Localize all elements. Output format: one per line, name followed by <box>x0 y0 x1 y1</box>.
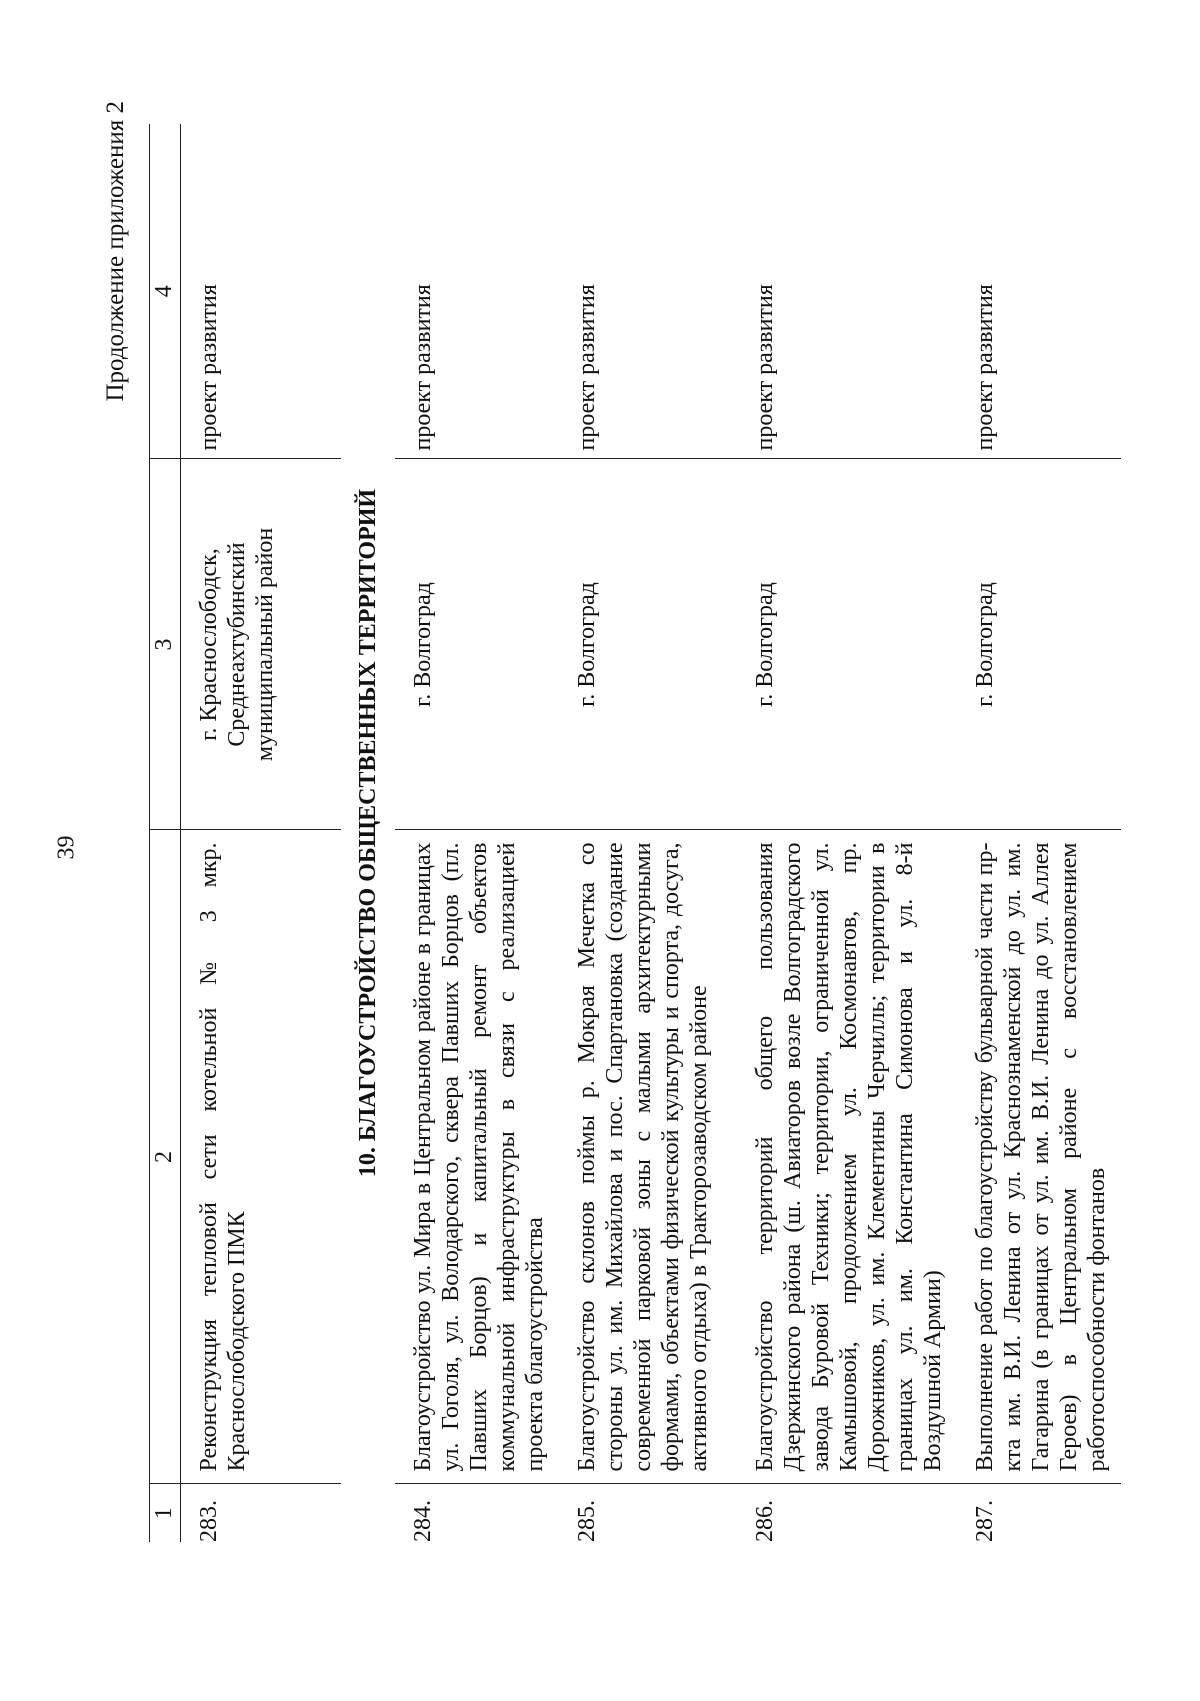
row-number: 287. <box>957 1484 1121 1542</box>
table-row <box>395 124 559 1542</box>
section-row <box>341 124 395 1542</box>
row-status: проект развития <box>559 124 737 459</box>
continuation-heading: Продолжение приложения 2 <box>102 101 129 402</box>
row-number: 286. <box>737 1484 957 1542</box>
section-title: 10. БЛАГОУСТРОЙСТВО ОБЩЕСТВЕННЫХ ТЕРРИТОРИЙ <box>354 488 381 1178</box>
row-place: г. Краснослободск, Среднеахтубинский муниципальный район <box>181 459 341 830</box>
row-place: г. Волгоград <box>957 459 1121 830</box>
column-header: 2 <box>150 830 181 1484</box>
row-number: 283. <box>181 1484 341 1542</box>
table-row <box>957 124 1121 1542</box>
header-row <box>150 124 181 1542</box>
page-number: 39 <box>53 835 80 860</box>
row-description: Благоустройство ул. Мира в Центральном районе в границах ул. Гоголя, ул. Володарского, сквера Павших Борцов (пл. Павших Борцов) и капитальный ремонт объектов коммунальной инфраструктуры в связи с реализацией проекта благоустройства <box>395 830 559 1484</box>
row-status: проект развития <box>181 124 341 459</box>
row-status: проект развития <box>395 124 559 459</box>
row-place: г. Волгоград <box>737 459 957 830</box>
row-number: 284. <box>395 1484 559 1542</box>
row-status: проект развития <box>737 124 957 459</box>
row-description: Благоустройство территорий общего пользования Дзержинского района (ш. Авиаторов возле Волгоградского завода Буровой Техники; территории, ограниченной ул. Камышовой, продолжением ул. Космонавтов, пр. Дорожников, ул. им. Клементины Черчилль; территории в границах ул. им. Константина Симонова и ул. 8-й Воздушной Армии) <box>737 830 957 1484</box>
row-description: Реконструкция тепловой сети котельной № 3 мкр. Краснослободского ПМК <box>181 830 341 1484</box>
column-header: 1 <box>150 1484 181 1542</box>
row-status: проект развития <box>957 124 1121 459</box>
column-header: 3 <box>150 459 181 830</box>
row-place: г. Волгоград <box>559 459 737 830</box>
appendix-table <box>149 124 1121 1542</box>
table-row <box>181 124 341 1542</box>
row-description: Благоустройство склонов поймы р. Мокрая Мечетка со стороны ул. им. Михайлова и пос. Спартановка (создание современной парковой зоны с малыми архитектурными формами, объектами физической культуры и спорта, досуга, активного отдыха) в Тракторозаводском районе <box>559 830 737 1484</box>
table-row <box>737 124 957 1542</box>
row-number: 285. <box>559 1484 737 1542</box>
column-header: 4 <box>150 124 181 459</box>
row-description: Выполнение работ по благоустройству бульварной части пр-кта им. В.И. Ленина от ул. Краснознаменской до ул. им. Гагарина (в границах от ул. им. В.И. Ленина до ул. Аллея Героев) в Центральном районе с восстановлением работоспособности фонтанов <box>957 830 1121 1484</box>
table-row <box>559 124 737 1542</box>
row-place: г. Волгоград <box>395 459 559 830</box>
